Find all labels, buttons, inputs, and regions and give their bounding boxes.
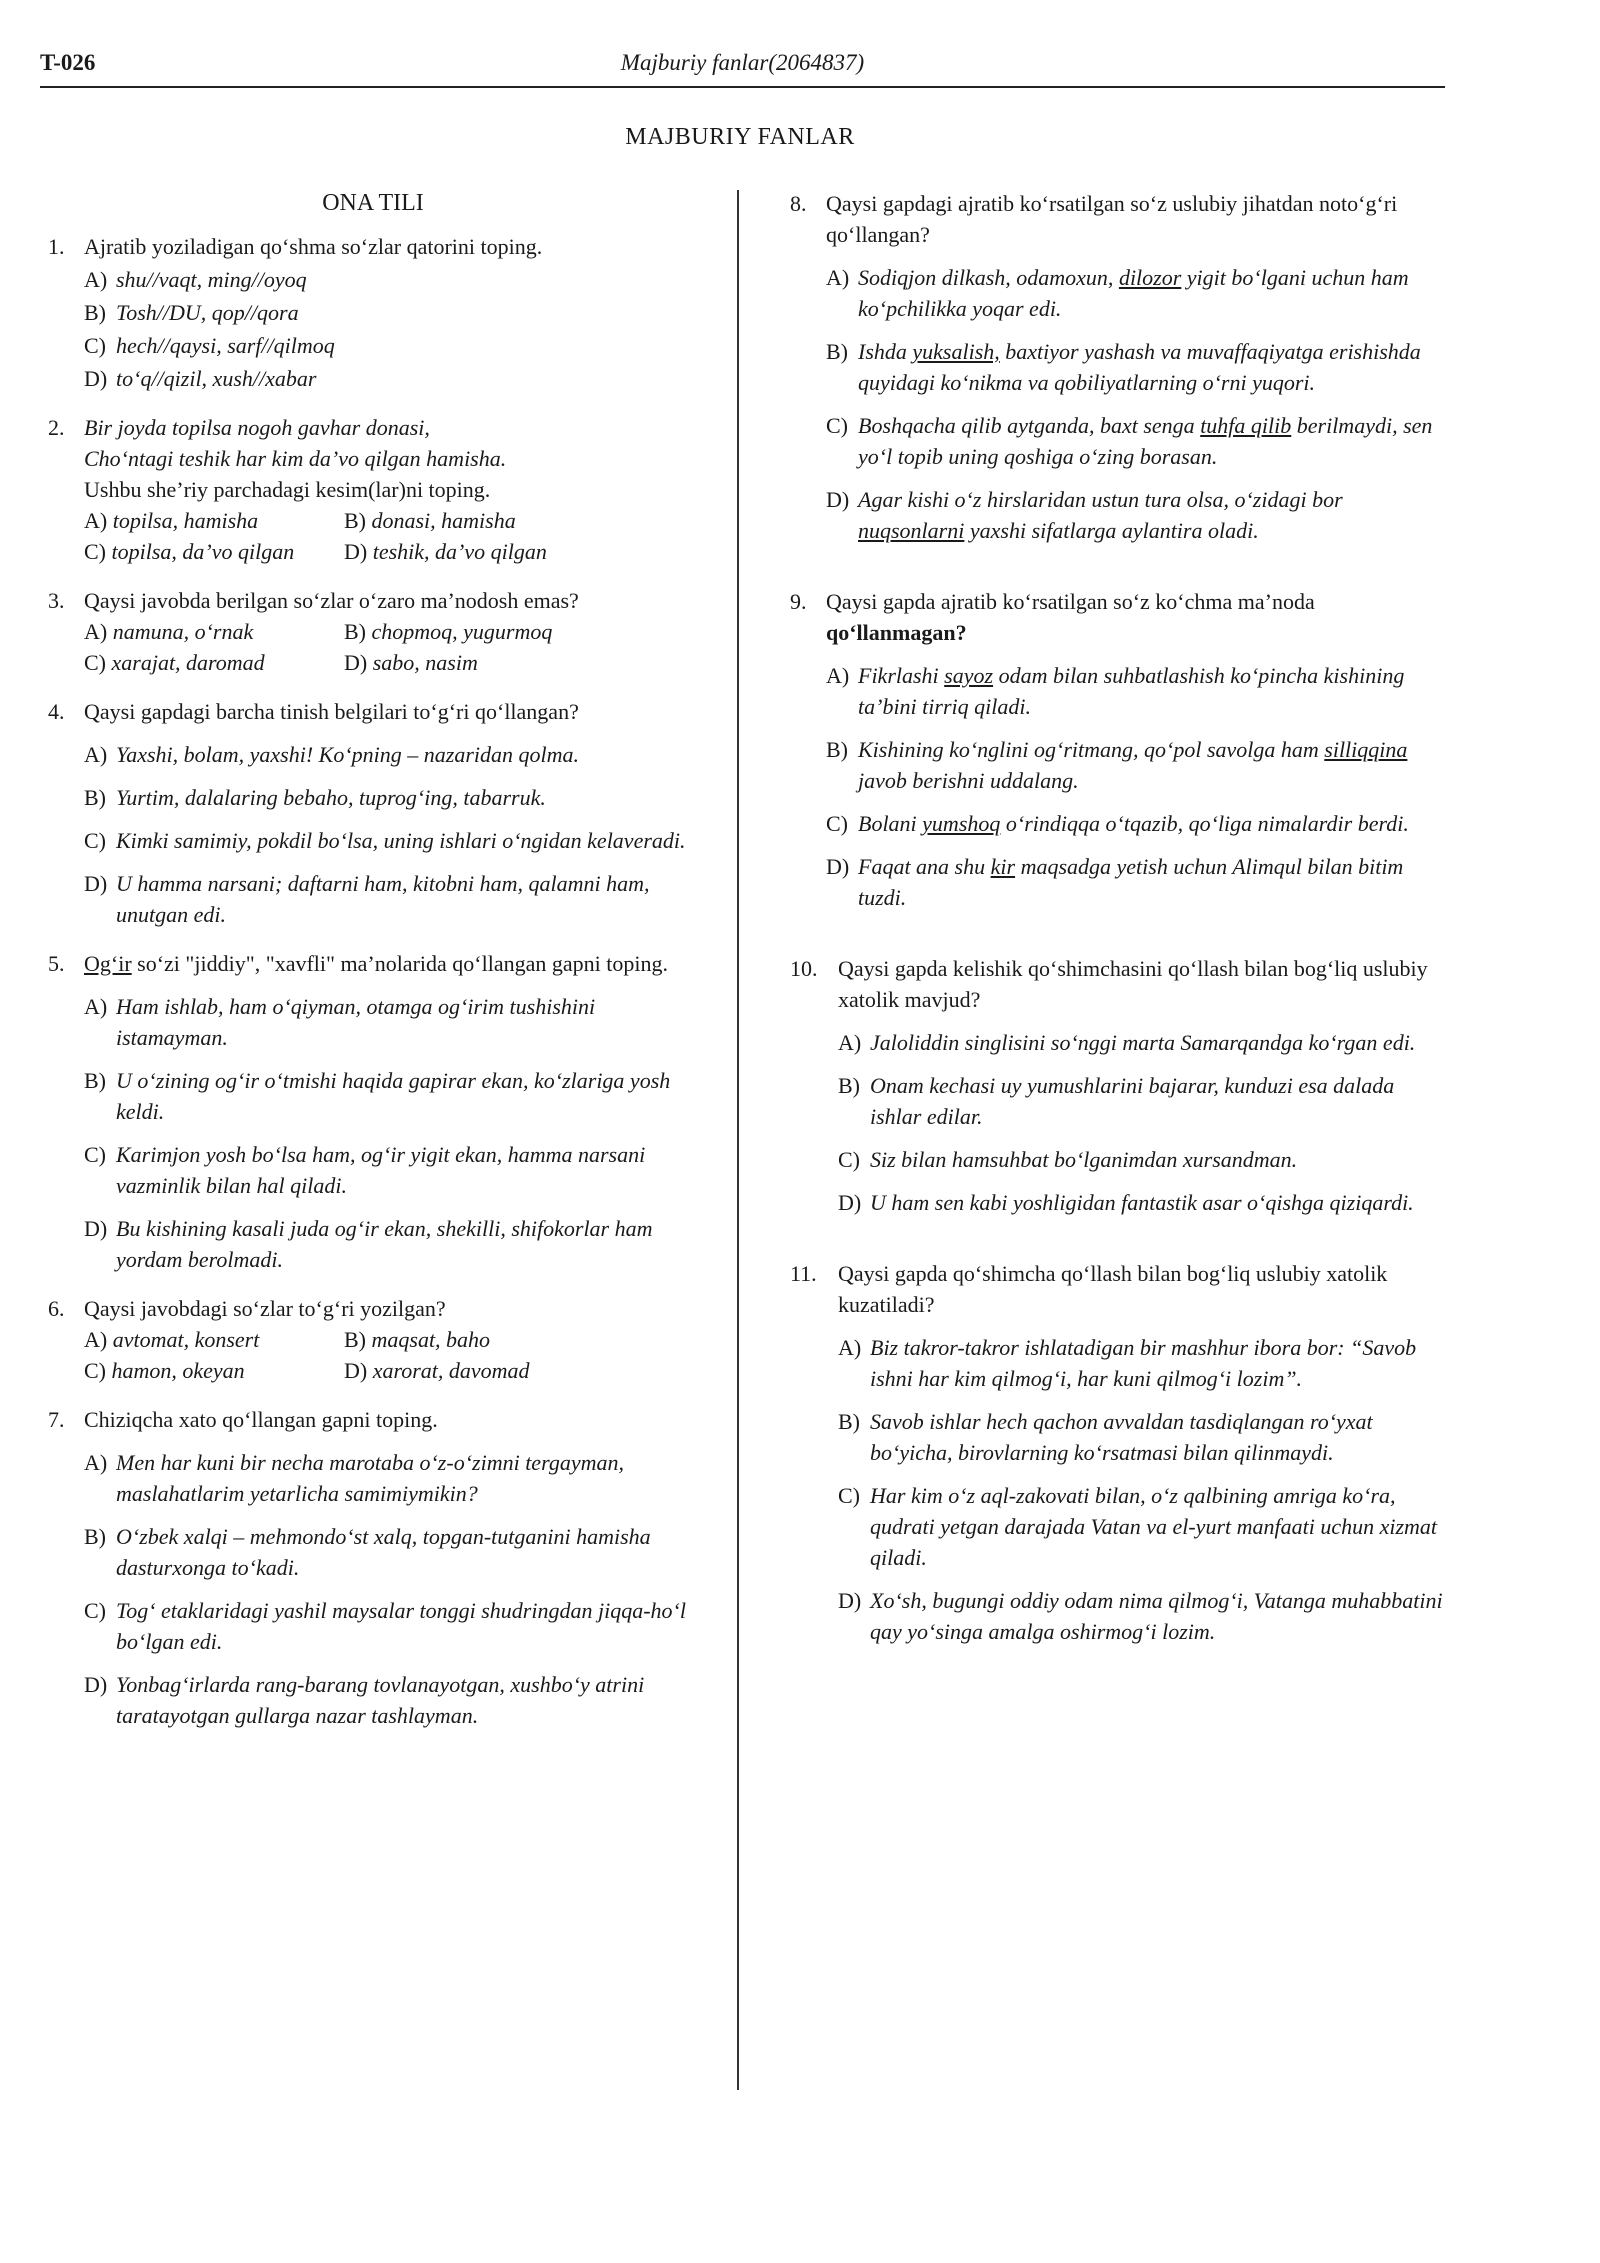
question-7 bbox=[48, 1404, 698, 1731]
question-number: 6. bbox=[48, 1296, 65, 1321]
option-d[interactable]: D) Yonbag‘irlarda rang-barang tovlanayotgan, xushbo‘y atrini taratayotgan gullarga nazar tashlayman. bbox=[84, 1672, 645, 1728]
question-text: Qaysi gapda kelishik qo‘shimchasini qo‘llash bilan bog‘liq uslubiy xatolik mavjud? bbox=[838, 956, 1428, 1012]
right-column bbox=[790, 188, 1450, 1665]
highlighted-word: sayoz bbox=[944, 663, 994, 688]
option-b[interactable]: B) maqsat, baho bbox=[344, 1327, 491, 1352]
question-number: 8. bbox=[790, 191, 807, 216]
option-a[interactable]: A) Sodiqjon dilkash, odamoxun, dilozor yigit bo‘lgani uchun ham ko‘pchilikka yoqar edi. bbox=[826, 265, 1409, 321]
option-b[interactable]: B) Savob ishlar hech qachon avvaldan tasdiqlangan ro‘yxat bo‘yicha, birovlarning ko‘rsatmasi bilan qilinmaydi. bbox=[838, 1409, 1373, 1465]
question-5 bbox=[48, 948, 698, 1275]
option-b[interactable]: B) Kishining ko‘nglini og‘ritmang, qo‘pol savolga ham silliqqina javob berishni uddalang. bbox=[826, 737, 1408, 793]
question-3 bbox=[48, 585, 698, 678]
option-d[interactable]: D) U ham sen kabi yoshligidan fantastik asar o‘qishga qiziqardi. bbox=[838, 1190, 1414, 1215]
question-number: 1. bbox=[48, 234, 65, 259]
highlighted-word: kir bbox=[990, 854, 1016, 879]
highlighted-word: yuksalish, bbox=[912, 339, 1000, 364]
highlighted-word: dilozor bbox=[1118, 265, 1182, 290]
option-d[interactable]: D) teshik, da’vo qilgan bbox=[344, 539, 547, 564]
question-text: Qaysi gapdagi ajratib ko‘rsatilgan so‘z uslubiy jihatdan noto‘g‘ri qo‘llangan? bbox=[826, 191, 1398, 247]
question-10 bbox=[790, 953, 1450, 1218]
question-1 bbox=[48, 231, 698, 394]
option-a[interactable]: A) topilsa, hamisha bbox=[84, 508, 259, 533]
question-number: 11. bbox=[790, 1261, 817, 1286]
header-title: Majburiy fanlar(2064837) bbox=[620, 50, 865, 75]
option-d[interactable]: D) U hamma narsani; daftarni ham, kitobni ham, qalamni ham, unutgan edi. bbox=[84, 871, 650, 927]
test-code: T-026 bbox=[40, 50, 96, 75]
option-c[interactable]: C) hamon, okeyan bbox=[84, 1358, 245, 1383]
option-c[interactable]: C) Bolani yumshoq o‘rindiqqa o‘tqazib, qo‘liga nimalardir berdi. bbox=[826, 811, 1409, 836]
question-number: 5. bbox=[48, 951, 65, 976]
question-9 bbox=[790, 586, 1450, 913]
option-d[interactable]: D) Faqat ana shu kir maqsadga yetish uchun Alimqul bilan bitim tuzdi. bbox=[826, 854, 1404, 910]
question-text: Qaysi javobda berilgan so‘zlar o‘zaro ma’nodosh emas? bbox=[84, 588, 579, 613]
option-a[interactable]: A) Ham ishlab, ham o‘qiyman, otamga og‘irim tushishini istamayman. bbox=[84, 994, 596, 1050]
option-a[interactable]: A) namuna, o‘rnak bbox=[84, 619, 254, 644]
question-6 bbox=[48, 1293, 698, 1386]
section-title: ONA TILI bbox=[322, 190, 424, 216]
option-b[interactable]: B) chopmoq, yugurmoq bbox=[344, 619, 553, 644]
option-c[interactable]: C) xarajat, daromad bbox=[84, 650, 265, 675]
question-text: Ushbu she’riy parchadagi kesim(lar)ni toping. bbox=[84, 477, 491, 502]
option-c[interactable]: C) Kimki samimiy, pokdil bo‘lsa, uning ishlari o‘ngidan kelaveradi. bbox=[84, 828, 686, 853]
question-emphasis: qo‘llanmagan? bbox=[826, 620, 967, 645]
column-divider bbox=[737, 190, 739, 2090]
option-b[interactable]: B) Tosh//DU, qop//qora bbox=[84, 300, 299, 325]
poem-line-1: Bir joyda topilsa nogoh gavhar donasi, bbox=[84, 415, 430, 440]
question-number: 10. bbox=[790, 956, 818, 981]
question-text: Chiziqcha xato qo‘llangan gapni toping. bbox=[84, 1407, 438, 1432]
option-c[interactable]: C) Karimjon yosh bo‘lsa ham, og‘ir yigit ekan, hamma narsani vazminlik bilan hal qiladi. bbox=[84, 1142, 646, 1198]
question-text: so‘zi "jiddiy", "xavfli" ma’nolarida qo‘llangan gapni toping. bbox=[137, 951, 668, 976]
left-column bbox=[48, 188, 698, 1749]
option-b[interactable]: B) O‘zbek xalqi – mehmondo‘st xalq, topgan-tutganini hamisha dasturxonga to‘kadi. bbox=[84, 1524, 651, 1580]
highlighted-word: silliqqina bbox=[1324, 737, 1408, 762]
option-a[interactable]: A) Fikrlashi sayoz odam bilan suhbatlashish ko‘pincha kishining ta’bini tirriq qiladi. bbox=[826, 663, 1405, 719]
option-a[interactable]: A) shu//vaqt, ming//oyoq bbox=[84, 267, 307, 292]
question-number: 4. bbox=[48, 699, 65, 724]
option-a[interactable]: A) avtomat, konsert bbox=[84, 1327, 260, 1352]
option-c[interactable]: C) Har kim o‘z aql-zakovati bilan, o‘z qalbining amriga ko‘ra, qudrati yetgan darajada Vatan va el-yurt manfaati uchun xizmat qiladi. bbox=[838, 1483, 1438, 1570]
option-d[interactable]: D) Agar kishi o‘z hirslaridan ustun tura olsa, o‘zidagi bor nuqsonlarni yaxshi sifatlarga aylantira oladi. bbox=[826, 487, 1343, 543]
question-4 bbox=[48, 696, 698, 930]
key-word: Og‘ir bbox=[84, 951, 132, 976]
option-a[interactable]: A) Men har kuni bir necha marotaba o‘z-o‘zimni tergayman, maslahatlarim yetarlicha samimiymikin? bbox=[84, 1450, 624, 1506]
option-d[interactable]: D) to‘q//qizil, xush//xabar bbox=[84, 366, 317, 391]
option-c[interactable]: C) Tog‘ etaklaridagi yashil maysalar tonggi shudringdan jiqqa-ho‘l bo‘lgan edi. bbox=[84, 1598, 686, 1654]
question-text: Ajratib yoziladigan qo‘shma so‘zlar qatorini toping. bbox=[84, 234, 543, 259]
highlighted-word: nuqsonlarni bbox=[858, 518, 965, 543]
option-a[interactable]: A) Jaloliddin singlisini so‘nggi marta Samarqandga ko‘rgan edi. bbox=[838, 1030, 1416, 1055]
option-c[interactable]: C) Siz bilan hamsuhbat bo‘lganimdan xursandman. bbox=[838, 1147, 1298, 1172]
question-number: 3. bbox=[48, 588, 65, 613]
option-d[interactable]: D) Xo‘sh, bugungi oddiy odam nima qilmog‘i, Vatanga muhabbatini qay yo‘singa amalga oshirmog‘i lozim. bbox=[838, 1588, 1443, 1644]
option-a[interactable]: A) Biz takror-takror ishlatadigan bir mashhur ibora bor: “Savob ishni har kim qilmog‘i, har kuni qilmog‘i lozim”. bbox=[838, 1335, 1417, 1391]
question-8 bbox=[790, 188, 1450, 546]
question-text: Qaysi gapda ajratib ko‘rsatilgan so‘z ko‘chma ma’noda bbox=[826, 589, 1315, 614]
option-b[interactable]: B) Yurtim, dalalaring bebaho, tuprog‘ing, tabarruk. bbox=[84, 785, 546, 810]
option-b[interactable]: B) Ishda yuksalish, baxtiyor yashash va muvaffaqiyatga erishishda quyidagi ko‘nikma va qobiliyatlarning o‘rni yuqori. bbox=[826, 339, 1421, 395]
option-d[interactable]: D) xarorat, davomad bbox=[344, 1358, 530, 1383]
highlighted-word: yumshoq bbox=[922, 811, 1001, 836]
page-header bbox=[40, 50, 1445, 88]
question-number: 7. bbox=[48, 1407, 65, 1432]
highlighted-word: tuhfa qilib bbox=[1200, 413, 1292, 438]
option-b[interactable]: B) U o‘zining og‘ir o‘tmishi haqida gapirar ekan, ko‘zlariga yosh keldi. bbox=[84, 1068, 671, 1124]
question-2 bbox=[48, 412, 698, 567]
option-a[interactable]: A) Yaxshi, bolam, yaxshi! Ko‘pning – nazaridan qolma. bbox=[84, 742, 580, 767]
main-title: MAJBURIY FANLAR bbox=[625, 124, 855, 150]
option-b[interactable]: B) Onam kechasi uy yumushlarini bajarar, kunduzi esa dalada ishlar edilar. bbox=[838, 1073, 1395, 1129]
question-text: Qaysi gapda qo‘shimcha qo‘llash bilan bog‘liq uslubiy xatolik kuzatiladi? bbox=[838, 1261, 1388, 1317]
question-text: Qaysi javobdagi so‘zlar to‘g‘ri yozilgan? bbox=[84, 1296, 446, 1321]
poem-line-2: Cho‘ntagi teshik har kim da’vo qilgan hamisha. bbox=[84, 446, 507, 471]
option-d[interactable]: D) Bu kishining kasali juda og‘ir ekan, shekilli, shifokorlar ham yordam berolmadi. bbox=[84, 1216, 653, 1272]
question-11 bbox=[790, 1258, 1450, 1647]
option-c[interactable]: C) topilsa, da’vo qilgan bbox=[84, 539, 295, 564]
option-c[interactable]: C) Boshqacha qilib aytganda, baxt senga tuhfa qilib berilmaydi, sen yo‘l topib uning qoshiga o‘zing borasan. bbox=[826, 413, 1433, 469]
question-number: 2. bbox=[48, 415, 65, 440]
option-d[interactable]: D) sabo, nasim bbox=[344, 650, 478, 675]
option-b[interactable]: B) donasi, hamisha bbox=[344, 508, 516, 533]
question-text: Qaysi gapdagi barcha tinish belgilari to‘g‘ri qo‘llangan? bbox=[84, 699, 579, 724]
option-c[interactable]: C) hech//qaysi, sarf//qilmoq bbox=[84, 333, 335, 358]
question-number: 9. bbox=[790, 589, 807, 614]
